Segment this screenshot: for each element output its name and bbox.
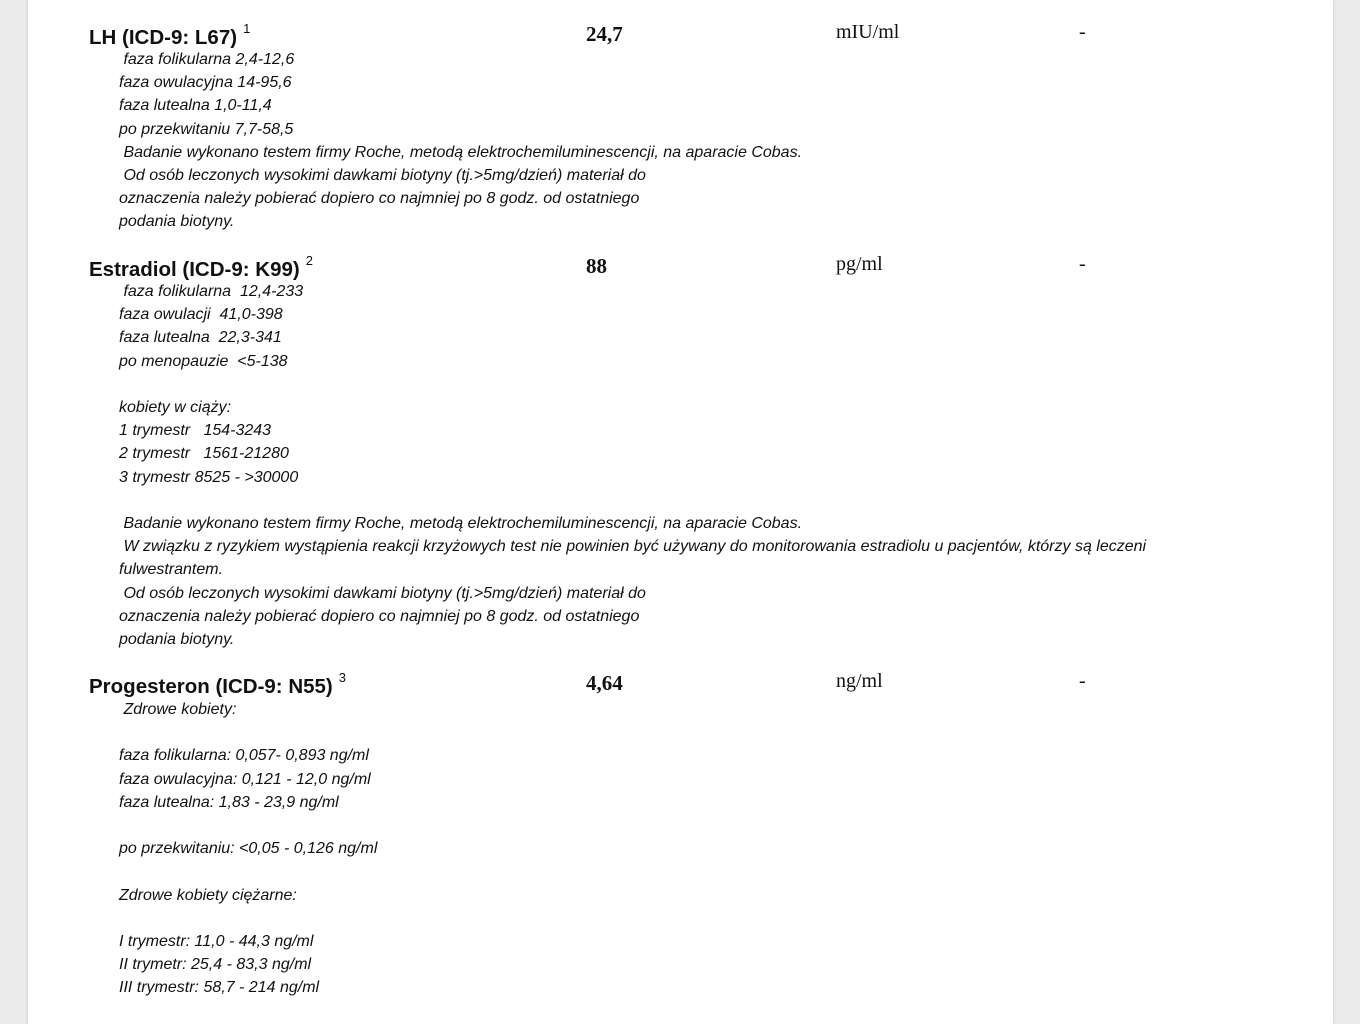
test-result-value: 24,7 — [586, 22, 623, 46]
test-flag: - — [1079, 670, 1086, 692]
note-line: fulwestrantem. — [119, 561, 224, 579]
note-line: podania biotyny. — [119, 631, 235, 649]
test-unit: ng/ml — [836, 670, 883, 692]
note-line — [119, 814, 1269, 837]
test-name: Estradiol (ICD-9: K99) $^2$ — [89, 253, 313, 281]
note-line: faza lutealna: 1,83 - 23,9 ng/ml — [119, 793, 339, 811]
note-line: Od osób leczonych wysokimi dawkami biotyny (tj.>5mg/dzień) materiał do — [119, 167, 646, 185]
note-line: kobiety w ciąży: — [119, 399, 232, 416]
test-result-value: 4,64 — [586, 671, 623, 695]
note-line: faza folikularna: 0,057- 0,893 ng/ml — [119, 747, 369, 765]
note-line: W związku z ryzykiem wystąpienia reakcji krzyżowych test nie powinien być używany do monitorowania estradiolu u pacjentów, którzy są leczeni — [119, 538, 1147, 556]
lab-report-page — [28, 0, 1333, 1024]
note-line — [119, 373, 1269, 396]
note-line: 2 trymestr 1561-21280 — [119, 445, 289, 463]
footnote-marker: 1 — [243, 21, 251, 36]
test-name: Progesteron (ICD-9: N55) $^3$ — [89, 670, 346, 698]
note-line: 3 trymestr 8525 - >30000 — [119, 468, 299, 486]
note-line: po menopauzie <5-138 — [119, 352, 288, 370]
note-line: faza owulacyjna 14-95,6 — [119, 74, 292, 92]
footnote-marker: 3 — [338, 670, 346, 685]
note-line: faza owulacji 41,0-398 — [119, 306, 283, 324]
note-line: faza lutealna 22,3-341 — [119, 329, 282, 347]
note-line: Badanie wykonano testem firmy Roche, metodą elektrochemiluminescencji, na aparacie Cobas. — [119, 143, 803, 161]
note-line: Zdrowe kobiety: — [119, 701, 237, 718]
note-line — [119, 907, 1269, 930]
note-line: faza owulacyjna: 0,121 - 12,0 ng/ml — [119, 770, 371, 788]
note-line — [119, 721, 1269, 744]
note-line: I trymestr: 11,0 - 44,3 ng/ml — [119, 932, 314, 950]
note-line: faza lutealna 1,0-11,4 — [119, 97, 272, 115]
note-line: po przekwitaniu 7,7-58,5 — [119, 120, 294, 138]
note-line: po przekwitaniu: <0,05 - 0,126 ng/ml — [119, 840, 378, 858]
reference-notes — [119, 698, 1269, 1000]
note-line: III trymestr: 58,7 - 214 ng/ml — [119, 979, 320, 997]
note-line: podania biotyny. — [119, 213, 235, 231]
note-line: Od osób leczonych wysokimi dawkami biotyny (tj.>5mg/dzień) materiał do — [119, 584, 646, 602]
test-flag: - — [1079, 253, 1086, 275]
note-line: 1 trymestr 154-3243 — [119, 422, 272, 440]
note-line: faza folikularna 12,4-233 — [119, 283, 304, 300]
reference-notes — [119, 48, 1269, 234]
test-result-value: 88 — [586, 254, 607, 278]
note-line: oznaczenia należy pobierać dopiero co najmniej po 8 godz. od ostatniego — [119, 190, 640, 208]
test-unit: pg/ml — [836, 253, 883, 275]
footnote-marker: 2 — [305, 253, 313, 268]
note-line: II trymetr: 25,4 - 83,3 ng/ml — [119, 956, 312, 974]
note-line — [119, 489, 1269, 512]
test-unit: mIU/ml — [836, 21, 900, 43]
reference-notes — [119, 280, 1269, 651]
note-line: Badanie wykonano testem firmy Roche, metodą elektrochemiluminescencji, na aparacie Cobas. — [119, 515, 803, 532]
note-line: Zdrowe kobiety ciężarne: — [119, 886, 297, 904]
test-name: LH (ICD-9: L67) $^1$ — [89, 21, 251, 49]
note-line — [119, 860, 1269, 883]
note-line: oznaczenia należy pobierać dopiero co najmniej po 8 godz. od ostatniego — [119, 607, 640, 625]
note-line: faza folikularna 2,4-12,6 — [119, 51, 295, 68]
test-flag: - — [1079, 21, 1086, 43]
